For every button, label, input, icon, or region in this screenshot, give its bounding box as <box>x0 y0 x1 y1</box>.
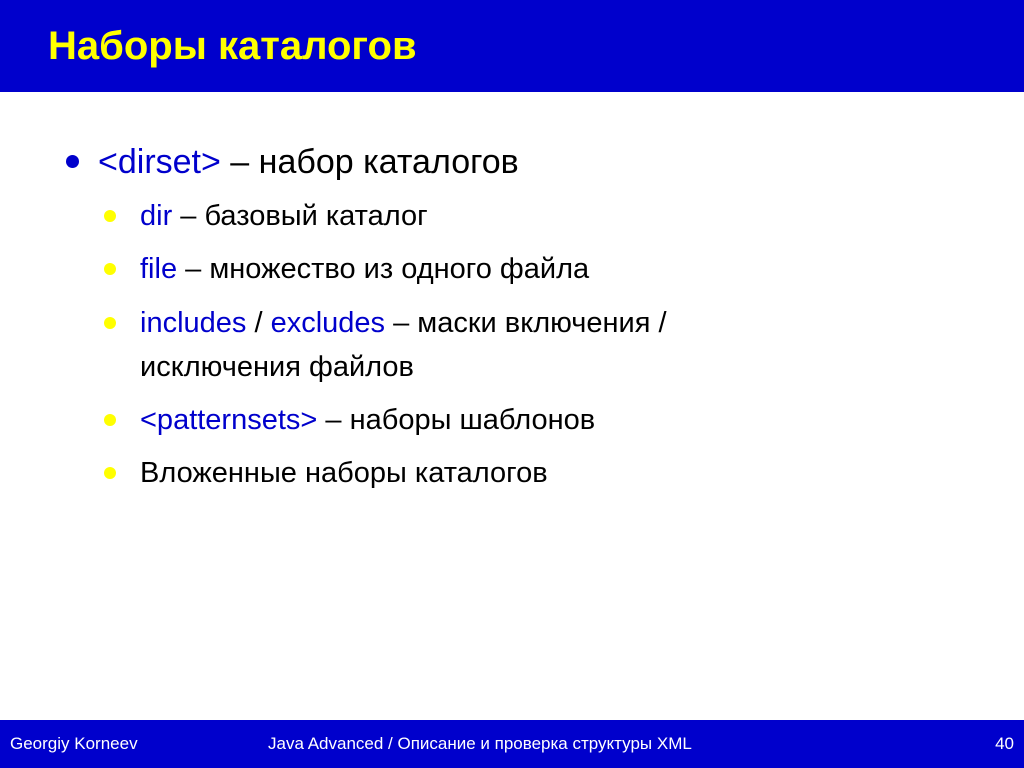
footer-author: Georgiy Korneev <box>10 734 138 753</box>
keyword-includes: includes <box>140 307 247 339</box>
keyword-patternsets: <patternsets> <box>140 404 318 436</box>
bullet-icon <box>104 210 116 222</box>
keyword-file: file <box>140 253 178 285</box>
list-item-dirset <box>98 142 519 182</box>
list-item-file <box>140 251 589 287</box>
list-item-continuation: исключения файлов <box>140 351 414 383</box>
bullet-icon <box>104 467 116 479</box>
keyword-excludes: excludes <box>270 307 386 339</box>
bullet-icon <box>104 263 116 275</box>
list-item-dir <box>140 198 428 234</box>
keyword-dir: dir <box>140 200 173 232</box>
bullet-icon <box>104 414 116 426</box>
list-item-includes-excludes <box>140 305 667 341</box>
item-separator: / <box>246 307 271 339</box>
item-text: – маски включения / <box>385 307 667 339</box>
item-text: – наборы шаблонов <box>317 404 596 436</box>
item-text: – базовый каталог <box>172 200 428 232</box>
list-item-nested-dirsets: Вложенные наборы каталогов <box>140 457 548 489</box>
bullet-icon <box>104 317 116 329</box>
page-number: 40 <box>995 734 1014 753</box>
slide-title: Наборы каталогов <box>48 24 417 68</box>
list-item-patternsets <box>140 402 595 438</box>
item-text: – набор каталогов <box>220 143 519 181</box>
bullet-icon <box>66 155 79 168</box>
footer-bar <box>0 720 1024 768</box>
item-text: – множество из одного файла <box>177 253 590 285</box>
footer-course: Java Advanced / Описание и проверка структуры XML <box>268 734 692 753</box>
keyword-dirset: <dirset> <box>98 143 221 181</box>
